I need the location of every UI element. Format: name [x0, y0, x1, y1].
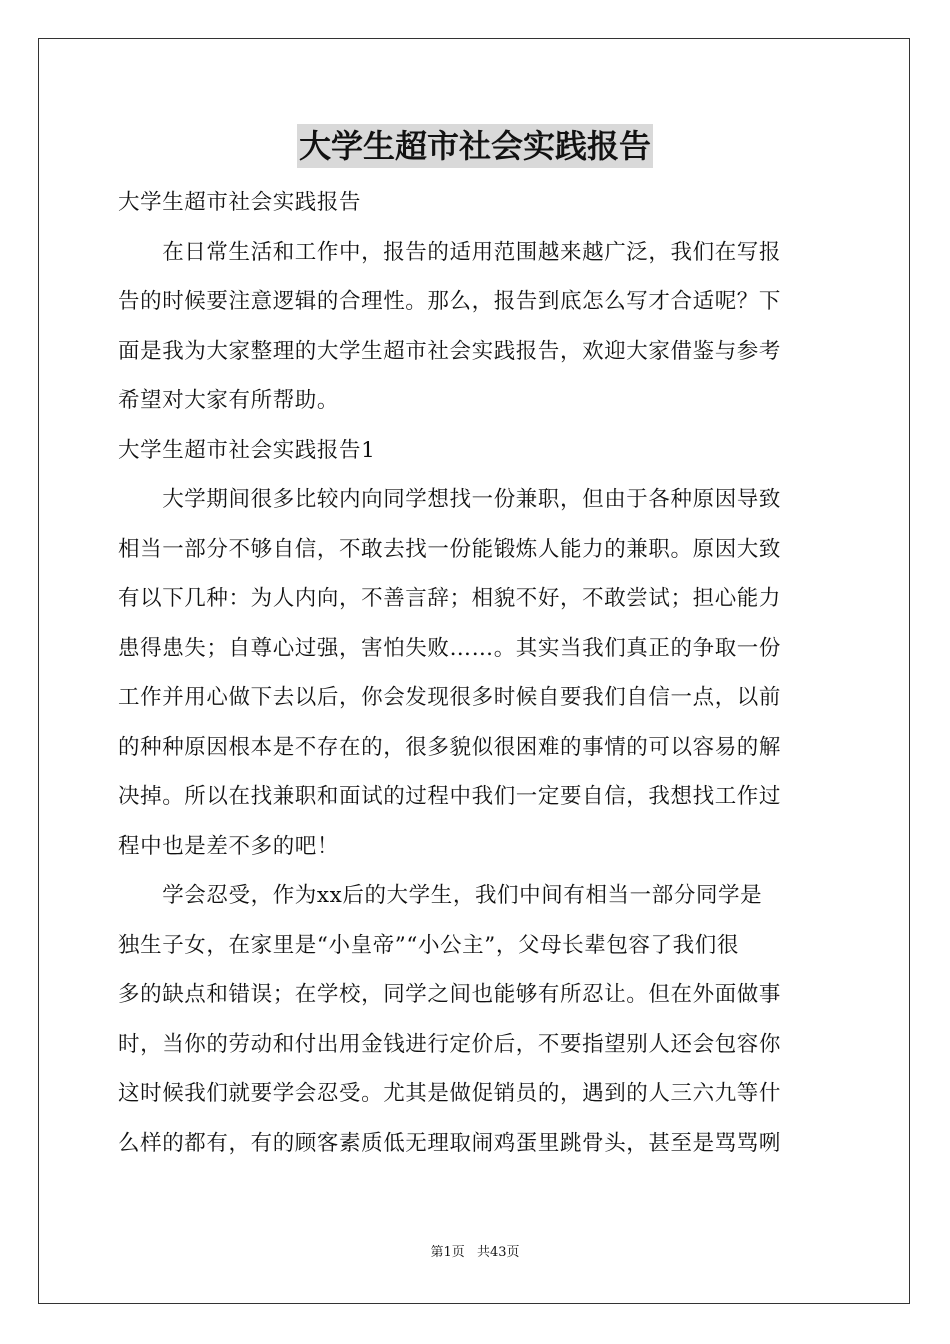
text-line: 相当一部分不够自信，不敢去找一份能锻炼人能力的兼职。原因大致: [118, 536, 782, 562]
text-line: 么样的都有，有的顾客素质低无理取闹鸡蛋里跳骨头，甚至是骂骂咧: [118, 1130, 782, 1156]
text-line: 时，当你的劳动和付出用金钱进行定价后，不要指望别人还会包容你: [118, 1031, 782, 1057]
text-line: 有以下几种：为人内向，不善言辞；相貌不好，不敢尝试；担心能力: [118, 586, 782, 611]
section-heading: 大学生超市社会实践报告1: [118, 437, 376, 463]
text-line: 希望对大家有所帮助。: [118, 388, 340, 413]
title-container: [0, 124, 950, 168]
text-line: 多的缺点和错误；在学校，同学之间也能够有所忍让。但在外面做事: [118, 982, 782, 1007]
text-line: 患得患失；自尊心过强，害怕失败……。其实当我们真正的争取一份: [118, 635, 782, 661]
text-line: 独生子女，在家里是“小皇帝”“小公主”，父母长辈包容了我们很: [118, 932, 739, 958]
text-line: 大学期间很多比较内向同学想找一份兼职，但由于各种原因导致: [118, 487, 782, 512]
document-title: 大学生超市社会实践报告: [297, 124, 653, 168]
text-line: 大学生超市社会实践报告: [118, 190, 362, 215]
text-line: 学会忍受，作为xx后的大学生，我们中间有相当一部分同学是: [118, 883, 763, 908]
text-line: 决掉。所以在找兼职和面试的过程中我们一定要自信，我想找工作过: [118, 784, 782, 809]
page-footer: [0, 1244, 950, 1262]
text-line: 面是我为大家整理的大学生超市社会实践报告，欢迎大家借鉴与参考: [118, 338, 782, 364]
document-body: [118, 178, 834, 1168]
total-pages: 共43页: [476, 1245, 520, 1260]
text-line: 工作并用心做下去以后，你会发现很多时候自要我们自信一点，以前: [118, 685, 782, 710]
text-line: 程中也是差不多的吧！: [118, 833, 340, 859]
text-line: 告的时候要注意逻辑的合理性。那么，报告到底怎么写才合适呢？下: [118, 289, 782, 314]
text-line: 在日常生活和工作中，报告的适用范围越来越广泛，我们在写报: [118, 239, 782, 265]
text-line: 这时候我们就要学会忍受。尤其是做促销员的，遇到的人三六九等什: [118, 1081, 782, 1106]
text-line: 的种种原因根本是不存在的，很多貌似很困难的事情的可以容易的解: [118, 734, 782, 760]
page-number: 第1页: [430, 1245, 465, 1260]
